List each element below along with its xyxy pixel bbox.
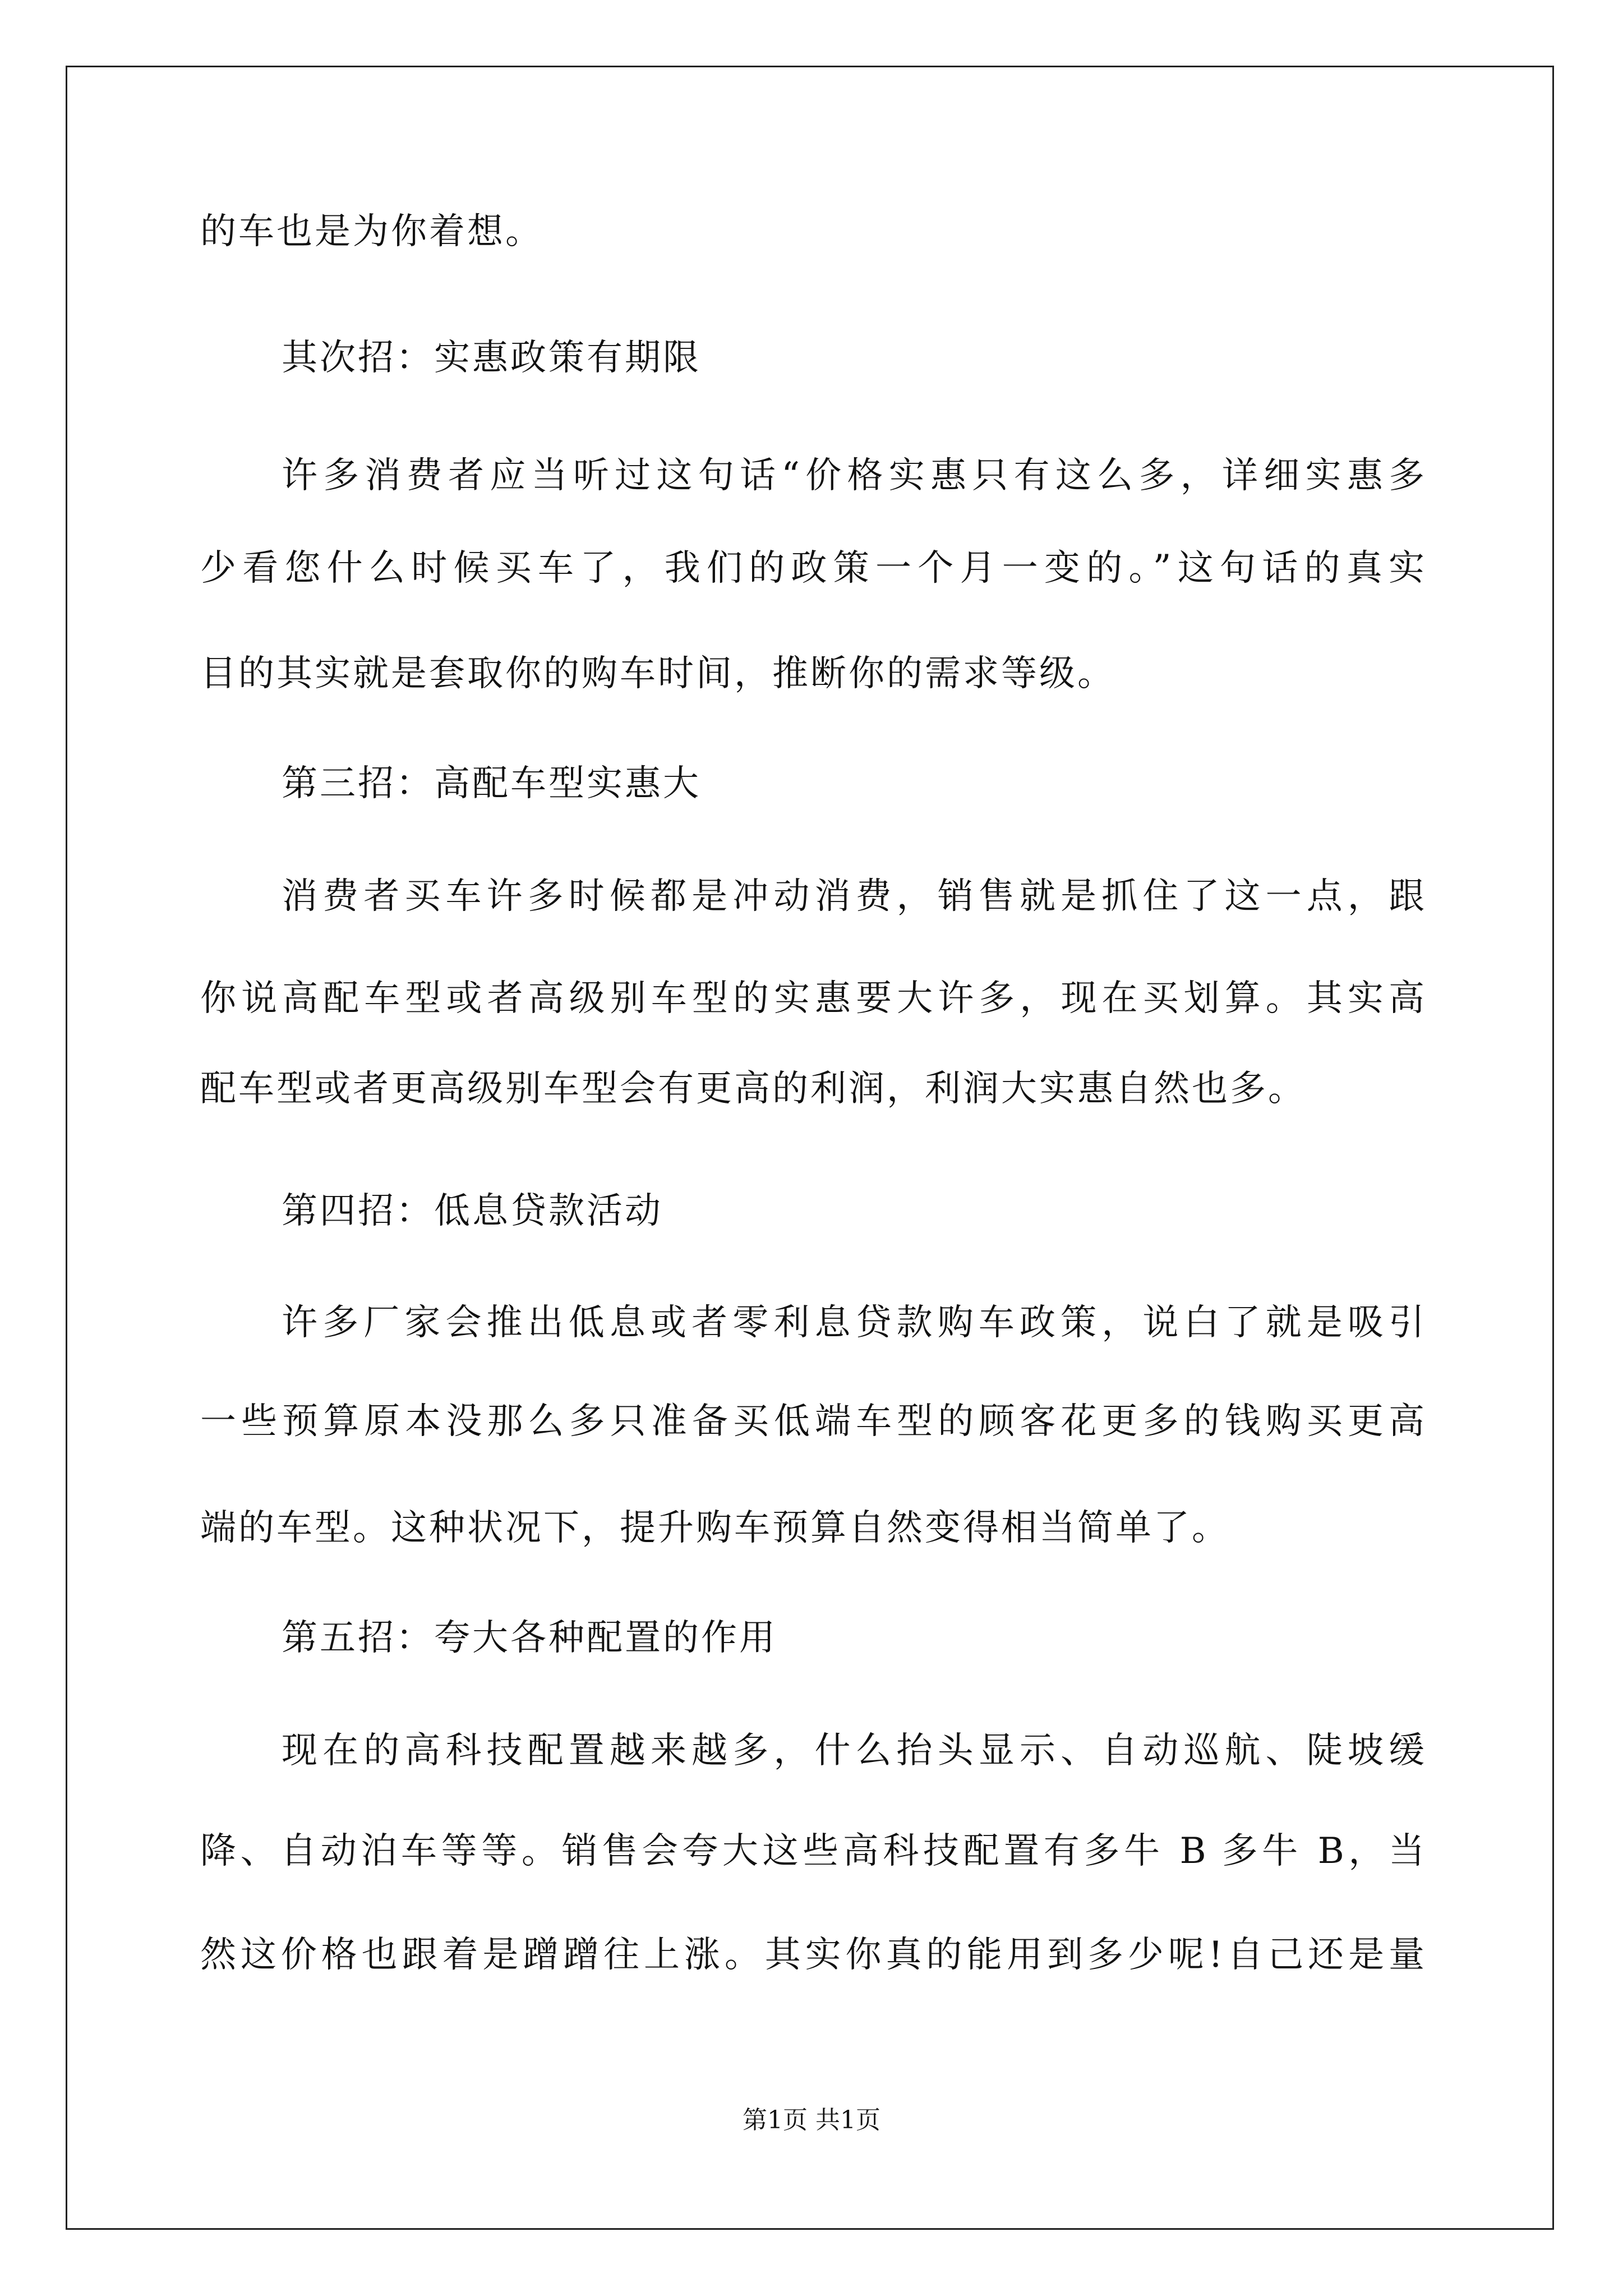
paragraph-line: 许多厂家会推出低息或者零利息贷款购车政策，说白了就是吸引 bbox=[282, 1302, 1424, 1343]
page-number-footer: 第1页 共1页 bbox=[743, 2106, 880, 2134]
section-heading: 第三招：高配车型实惠大 bbox=[282, 763, 701, 804]
paragraph-line: 一些预算原本没那么多只准备买低端车型的顾客花更多的钱购买更高 bbox=[200, 1401, 1424, 1442]
paragraph-line: 现在的高科技配置越来越多，什么抬头显示、自动巡航、陡坡缓 bbox=[282, 1730, 1424, 1772]
paragraph-line: 目的其实就是套取你的购车时间，推断你的需求等级。 bbox=[200, 653, 1115, 694]
paragraph-line: 你说高配车型或者高级别车型的实惠要大许多，现在买划算。其实高 bbox=[200, 978, 1424, 1019]
section-heading: 第五招：夸大各种配置的作用 bbox=[282, 1617, 777, 1659]
section-heading: 其次招：实惠政策有期限 bbox=[282, 337, 701, 379]
page-border bbox=[66, 66, 1554, 2230]
paragraph-line: 配车型或者更高级别车型会有更高的利润，利润大实惠自然也多。 bbox=[200, 1068, 1306, 1110]
section-heading: 第四招：低息贷款活动 bbox=[282, 1190, 663, 1232]
paragraph-line: 然这价格也跟着是蹭蹭往上涨。其实你真的能用到多少呢!自己还是量 bbox=[200, 1934, 1424, 1976]
paragraph-line: 消费者买车许多时候都是冲动消费，销售就是抓住了这一点，跟 bbox=[282, 876, 1424, 917]
paragraph-line: 降、自动泊车等等。销售会夸大这些高科技配置有多牛 B 多牛 B，当 bbox=[200, 1830, 1424, 1872]
paragraph-line: 的车也是为你着想。 bbox=[200, 211, 543, 252]
paragraph-line: 少看您什么时候买车了，我们的政策一个月一变的。”这句话的真实 bbox=[200, 547, 1424, 589]
paragraph-line: 许多消费者应当听过这句话“价格实惠只有这么多，详细实惠多 bbox=[282, 455, 1424, 496]
paragraph-line: 端的车型。这种状况下，提升购车预算自然变得相当简单了。 bbox=[200, 1507, 1230, 1549]
